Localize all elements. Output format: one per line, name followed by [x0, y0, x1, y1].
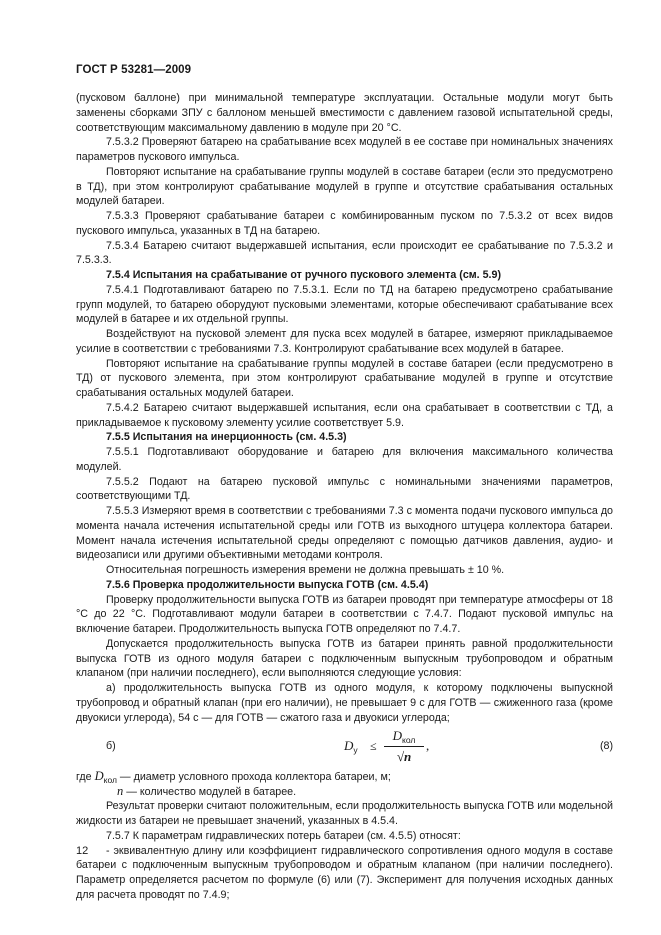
formula-row	[76, 727, 613, 769]
paragraph: Результат проверки считают положительным, если продолжительность выпуска ГОТВ или модельной жидкости из батареи не превышает значений, указанных в 4.5.4.	[76, 800, 613, 827]
paragraph: 7.5.3.4 Батарею считают выдержавшей испытания, если происходит ее срабатывание по 7.5.3.2 и 7.5.3.3.	[76, 239, 613, 267]
section-heading: 7.5.5 Испытания на инерционность (см. 4.5.3)	[106, 431, 347, 444]
formula-numerator-symbol: D	[392, 728, 403, 744]
formula-item-label: б)	[106, 740, 116, 753]
formula-lhs-symbol: D	[344, 738, 354, 754]
paragraph: Проверку продолжительности выпуска ГОТВ из батареи проводят при температуре атмосферы от 18 °С до 22 °С. Подготавливают модули батареи в соответствии с 7.4.7. Подают пусковой импульс на включение батареи. Продолжительность выпуска ГОТВ определяют по 7.4.7.	[76, 593, 613, 635]
definition-symbol: D	[94, 769, 104, 784]
paragraph: Допускается продолжительность выпуска ГОТВ из батареи принять равной продолжительности выпуска ГОТВ из одного модуля батареи с подключенным выпускным трубопроводом и обратным клапаном (при наличии последнего), если выполняются следующие условия:	[76, 637, 613, 680]
paragraph: 7.5.4.1 Подготавливают батарею по 7.5.3.1. Если по ТД на батарею предусмотрено срабатывание групп модулей, то батарею оборудуют пусковыми элементами, которые обеспечивают срабатывание всех модулей в батарее и их отдельной группы.	[76, 283, 613, 326]
formula-numerator-subscript: кол	[402, 735, 416, 746]
definition-text: — количество модулей в батарее.	[123, 786, 297, 799]
paragraph: 7.5.4.2 Батарею считают выдержавшей испытания, если она срабатывает в соответствии с ТД, а прикладываемое к пусковому элементу усилие соответствует 5.9.	[76, 401, 613, 429]
definition-dkol	[76, 769, 391, 785]
formula-comma: ,	[426, 738, 430, 754]
section-heading: 7.5.6 Проверка продолжительности выпуска ГОТВ (см. 4.5.4)	[106, 578, 429, 591]
formula-definitions	[76, 769, 613, 799]
paragraph: 7.5.3.2 Проверяют батарею на срабатывание всех модулей в ее составе при номинальных значениях параметров пускового импульса.	[76, 136, 613, 163]
paragraph: 7.5.3.3 Проверяют срабатывание батареи с комбинированным пуском по 7.5.3.2 от всех видов пускового импульса, указанных в ТД на батарею.	[76, 210, 613, 237]
section-heading: 7.5.4 Испытания на срабатывание от ручного пускового элемента (см. 5.9)	[106, 269, 502, 281]
definition-where: где	[76, 771, 92, 784]
paragraph: - эквивалентную длину или коэффициент гидравлического сопротивления одного модуля в составе батареи с подключенным выпускным трубопроводом и обратным клапаном (при наличии последнего). Параметр определяется расчетом по формуле (6) или (7). Эксперимент для получения исходных данных для расчета проводят по 7.4.9;	[76, 844, 613, 901]
definition-text: — диаметр условного прохода коллектора батареи, м;	[116, 771, 391, 784]
formula-relation: ≤	[370, 739, 377, 754]
formula-lhs	[344, 739, 358, 755]
paragraph: (пусковом баллоне) при минимальной температуре эксплуатации. Остальные модули могут быть заменены сборками ЗПУ с баллоном меньшей вместимости с давлением газовой испытательной среды, соответствующим максимальному давлению в модуле при 20 °С.	[76, 92, 613, 134]
formula-number: (8)	[599, 740, 613, 753]
definition-symbol: n	[117, 784, 124, 799]
definition-subscript: кол	[103, 775, 117, 786]
formula-denominator: √n	[396, 749, 412, 765]
page-number: 12	[76, 845, 89, 857]
paragraph: Относительная погрешность измерения времени не должна превышать ± 10 %.	[106, 564, 505, 576]
paragraph: Повторяют испытание на срабатывание группы модулей в составе батареи (если это предусмотрено в ТД), при этом контролируют срабатывание модулей в группе и отсутствие срабатывания остальных модулей батареи.	[76, 165, 613, 208]
paragraph: 7.5.7 К параметрам гидравлических потерь батареи (см. 4.5.5) относят:	[106, 829, 461, 842]
fraction-bar	[384, 746, 424, 747]
paragraph: 7.5.5.1 Подготавливают оборудование и батарею для включения максимального количества модулей.	[76, 446, 613, 473]
document-body	[76, 91, 613, 903]
paragraph: а) продолжительность выпуска ГОТВ из одного модуля, к которому подключены выпускной трубопровод и обратный клапан (при его наличии), не превышает 9 с для ГОТВ — сжиженного газа (кроме двуокиси углерода), 54 с — для ГОТВ — сжатого газа и двуокиси углерода;	[76, 682, 613, 724]
formula-lhs-subscript: у	[353, 745, 358, 756]
formula-fraction	[384, 727, 424, 766]
paragraph: Воздействуют на пусковой элемент для пуска всех модулей в батарее, измеряют прикладываемое усилие в соответствии с требованиями 7.3. Контролируют срабатывание всех модулей в батарее.	[76, 328, 613, 355]
definition-n	[117, 784, 296, 800]
paragraph: 7.5.5.2 Подают на батарею пусковой импульс с номинальными значениями параметров, соответствующими ТД.	[76, 475, 613, 503]
paragraph: Повторяют испытание на срабатывание группы модулей в составе батареи (если предусмотрено в ТД) от пускового элемента, при этом контролируют срабатывание модулей в группе и отсутствие срабатывания остальных модулей батареи.	[76, 357, 613, 399]
document-header: ГОСТ Р 53281—2009	[76, 64, 192, 76]
formula-numerator	[384, 727, 424, 745]
paragraph: 7.5.5.3 Измеряют время в соответствии с требованиями 7.3 с момента подачи пускового импульса до момента начала истечения испытательной среды или ГОТВ из выходного штуцера коллектора батареи. Момент начала истечения испытательной среды определяют с помощью датчиков давления, аудио- и видеозаписи или другими объективными методами контроля.	[76, 505, 613, 562]
